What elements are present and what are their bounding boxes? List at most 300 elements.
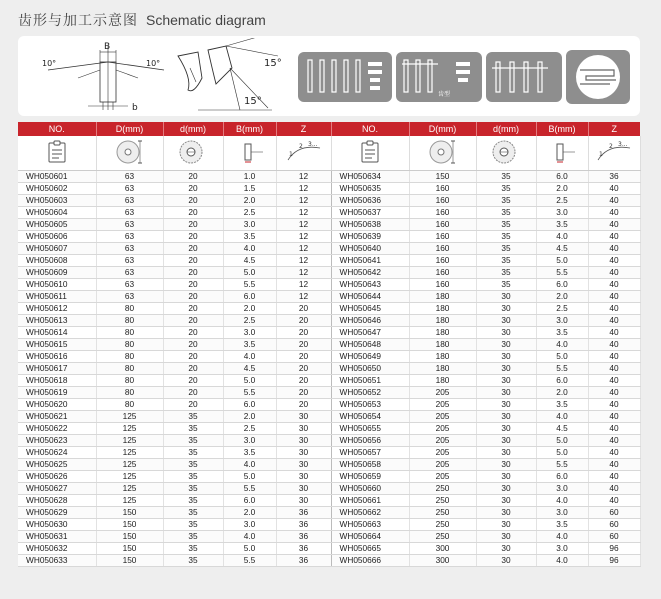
cell-product-no: WH050658 bbox=[331, 458, 409, 470]
rake-angle-upper: 15° bbox=[264, 58, 282, 69]
cell-bore-diameter: 30 bbox=[476, 506, 536, 518]
cell-bore-diameter: 20 bbox=[163, 206, 223, 218]
cell-thickness: 4.0 bbox=[223, 350, 276, 362]
cell-outer-diameter: 150 bbox=[96, 518, 163, 530]
cell-bore-diameter: 35 bbox=[163, 470, 223, 482]
cell-outer-diameter: 80 bbox=[96, 398, 163, 410]
cell-teeth: 12 bbox=[276, 170, 331, 182]
cell-thickness: 5.5 bbox=[223, 278, 276, 290]
cell-teeth: 36 bbox=[588, 170, 640, 182]
cell-outer-diameter: 205 bbox=[409, 458, 476, 470]
cell-product-no: WH050601 bbox=[18, 170, 96, 182]
table-row bbox=[18, 302, 640, 314]
table-row bbox=[18, 542, 640, 554]
cell-teeth: 30 bbox=[276, 434, 331, 446]
cell-thickness: 4.0 bbox=[536, 554, 588, 566]
cell-product-no: WH050652 bbox=[331, 386, 409, 398]
cell-bore-diameter: 20 bbox=[163, 314, 223, 326]
cell-teeth: 20 bbox=[276, 374, 331, 386]
cell-outer-diameter: 63 bbox=[96, 254, 163, 266]
cell-teeth: 40 bbox=[588, 290, 640, 302]
col-header-thickness: B(mm) bbox=[223, 122, 276, 136]
col-header-outer-diameter: D(mm) bbox=[409, 122, 476, 136]
cell-bore-diameter: 35 bbox=[163, 446, 223, 458]
cell-bore-diameter: 20 bbox=[163, 278, 223, 290]
spec-table bbox=[18, 122, 641, 567]
cell-thickness: 2.5 bbox=[223, 206, 276, 218]
cell-product-no: WH050602 bbox=[18, 182, 96, 194]
cell-teeth: 40 bbox=[588, 266, 640, 278]
cell-teeth: 60 bbox=[588, 530, 640, 542]
cell-thickness: 5.5 bbox=[536, 266, 588, 278]
cell-thickness: 5.0 bbox=[223, 374, 276, 386]
cell-thickness: 5.5 bbox=[536, 362, 588, 374]
cell-teeth: 30 bbox=[276, 422, 331, 434]
cell-thickness: 5.5 bbox=[536, 458, 588, 470]
cell-thickness: 4.0 bbox=[536, 530, 588, 542]
document-icon bbox=[18, 136, 96, 170]
table-row bbox=[18, 398, 640, 410]
cell-bore-diameter: 20 bbox=[163, 266, 223, 278]
cell-bore-diameter: 20 bbox=[163, 398, 223, 410]
cell-teeth: 36 bbox=[276, 554, 331, 566]
cell-outer-diameter: 180 bbox=[409, 326, 476, 338]
cell-bore-diameter: 20 bbox=[163, 170, 223, 182]
cell-thickness: 2.0 bbox=[536, 386, 588, 398]
cell-product-no: WH050657 bbox=[331, 446, 409, 458]
cell-teeth: 40 bbox=[588, 482, 640, 494]
cell-thickness: 5.5 bbox=[223, 386, 276, 398]
cell-bore-diameter: 30 bbox=[476, 554, 536, 566]
cell-product-no: WH050611 bbox=[18, 290, 96, 302]
cell-outer-diameter: 63 bbox=[96, 170, 163, 182]
cell-thickness: 3.5 bbox=[223, 338, 276, 350]
cell-outer-diameter: 63 bbox=[96, 206, 163, 218]
cell-teeth: 30 bbox=[276, 458, 331, 470]
cell-thickness: 4.0 bbox=[536, 230, 588, 242]
cell-bore-diameter: 35 bbox=[476, 266, 536, 278]
cell-thickness: 1.0 bbox=[223, 170, 276, 182]
cell-teeth: 40 bbox=[588, 338, 640, 350]
cell-bore-diameter: 30 bbox=[476, 362, 536, 374]
cell-teeth: 40 bbox=[588, 446, 640, 458]
table-row bbox=[18, 218, 640, 230]
cell-bore-diameter: 30 bbox=[476, 386, 536, 398]
cell-teeth: 40 bbox=[588, 230, 640, 242]
cell-thickness: 4.0 bbox=[536, 410, 588, 422]
cell-outer-diameter: 205 bbox=[409, 470, 476, 482]
cell-product-no: WH050614 bbox=[18, 326, 96, 338]
cell-thickness: 3.0 bbox=[223, 326, 276, 338]
cell-teeth: 12 bbox=[276, 194, 331, 206]
col-header-bore-diameter: d(mm) bbox=[476, 122, 536, 136]
cell-thickness: 6.0 bbox=[536, 374, 588, 386]
table-row bbox=[18, 182, 640, 194]
cell-bore-diameter: 30 bbox=[476, 542, 536, 554]
cell-bore-diameter: 20 bbox=[163, 338, 223, 350]
cell-product-no: WH050661 bbox=[331, 494, 409, 506]
cell-thickness: 2.5 bbox=[536, 194, 588, 206]
cell-teeth: 20 bbox=[276, 326, 331, 338]
cell-bore-diameter: 30 bbox=[476, 434, 536, 446]
cell-outer-diameter: 80 bbox=[96, 314, 163, 326]
cell-teeth: 12 bbox=[276, 290, 331, 302]
cell-teeth: 12 bbox=[276, 218, 331, 230]
cell-thickness: 3.5 bbox=[223, 230, 276, 242]
angle-label-left: 10° bbox=[42, 59, 57, 68]
table-row bbox=[18, 254, 640, 266]
cell-product-no: WH050609 bbox=[18, 266, 96, 278]
cell-bore-diameter: 30 bbox=[476, 494, 536, 506]
tooth-count-icon bbox=[276, 136, 331, 170]
cell-thickness: 3.0 bbox=[223, 518, 276, 530]
cell-teeth: 30 bbox=[276, 482, 331, 494]
cell-bore-diameter: 20 bbox=[163, 254, 223, 266]
cell-thickness: 5.0 bbox=[536, 434, 588, 446]
cell-outer-diameter: 160 bbox=[409, 266, 476, 278]
cell-product-no: WH050638 bbox=[331, 218, 409, 230]
cell-product-no: WH050630 bbox=[18, 518, 96, 530]
cell-teeth: 30 bbox=[276, 410, 331, 422]
blade-outer-icon bbox=[96, 136, 163, 170]
cell-outer-diameter: 160 bbox=[409, 242, 476, 254]
cell-outer-diameter: 180 bbox=[409, 350, 476, 362]
cross-section-diagram bbox=[566, 50, 630, 104]
cell-teeth: 20 bbox=[276, 338, 331, 350]
table-row bbox=[18, 386, 640, 398]
cell-product-no: WH050637 bbox=[331, 206, 409, 218]
cell-thickness: 3.5 bbox=[536, 326, 588, 338]
cell-thickness: 3.0 bbox=[536, 206, 588, 218]
cell-outer-diameter: 160 bbox=[409, 206, 476, 218]
table-row bbox=[18, 434, 640, 446]
tooth-type-diagram bbox=[396, 52, 482, 102]
cell-outer-diameter: 205 bbox=[409, 446, 476, 458]
z-icon-digit: 1 bbox=[599, 150, 603, 158]
cell-bore-diameter: 30 bbox=[476, 290, 536, 302]
cell-outer-diameter: 180 bbox=[409, 338, 476, 350]
cell-product-no: WH050629 bbox=[18, 506, 96, 518]
table-row bbox=[18, 326, 640, 338]
cell-outer-diameter: 180 bbox=[409, 302, 476, 314]
cell-teeth: 12 bbox=[276, 182, 331, 194]
cell-outer-diameter: 63 bbox=[96, 278, 163, 290]
cell-teeth: 12 bbox=[276, 206, 331, 218]
cell-outer-diameter: 205 bbox=[409, 398, 476, 410]
cell-teeth: 40 bbox=[588, 362, 640, 374]
cell-outer-diameter: 63 bbox=[96, 218, 163, 230]
table-row bbox=[18, 530, 640, 542]
cell-outer-diameter: 125 bbox=[96, 434, 163, 446]
cell-teeth: 40 bbox=[588, 242, 640, 254]
cell-teeth: 40 bbox=[588, 218, 640, 230]
cell-thickness: 6.0 bbox=[223, 494, 276, 506]
cell-outer-diameter: 125 bbox=[96, 458, 163, 470]
cell-product-no: WH050651 bbox=[331, 374, 409, 386]
cell-outer-diameter: 160 bbox=[409, 218, 476, 230]
cell-outer-diameter: 300 bbox=[409, 554, 476, 566]
cell-thickness: 5.5 bbox=[223, 554, 276, 566]
table-row bbox=[18, 410, 640, 422]
z-icon-digit: 3... bbox=[307, 140, 318, 148]
cell-bore-diameter: 30 bbox=[476, 350, 536, 362]
cell-outer-diameter: 125 bbox=[96, 422, 163, 434]
cell-product-no: WH050628 bbox=[18, 494, 96, 506]
cell-thickness: 2.0 bbox=[223, 506, 276, 518]
cell-teeth: 20 bbox=[276, 398, 331, 410]
document-icon bbox=[331, 136, 409, 170]
cell-thickness: 4.0 bbox=[536, 338, 588, 350]
cell-product-no: WH050650 bbox=[331, 362, 409, 374]
cell-product-no: WH050621 bbox=[18, 410, 96, 422]
col-header-bore-diameter: d(mm) bbox=[163, 122, 223, 136]
cell-product-no: WH050642 bbox=[331, 266, 409, 278]
cell-outer-diameter: 205 bbox=[409, 386, 476, 398]
cell-teeth: 40 bbox=[588, 194, 640, 206]
angle-label-right: 10° bbox=[146, 59, 161, 68]
cell-thickness: 3.0 bbox=[223, 218, 276, 230]
cell-bore-diameter: 35 bbox=[163, 422, 223, 434]
cell-bore-diameter: 30 bbox=[476, 518, 536, 530]
cell-product-no: WH050660 bbox=[331, 482, 409, 494]
cell-product-no: WH050656 bbox=[331, 434, 409, 446]
cell-teeth: 40 bbox=[588, 182, 640, 194]
cell-product-no: WH050644 bbox=[331, 290, 409, 302]
table-row bbox=[18, 482, 640, 494]
table-row bbox=[18, 374, 640, 386]
table-row bbox=[18, 314, 640, 326]
cell-outer-diameter: 125 bbox=[96, 494, 163, 506]
blade-bore-icon bbox=[163, 136, 223, 170]
cell-bore-diameter: 35 bbox=[163, 482, 223, 494]
cell-product-no: WH050615 bbox=[18, 338, 96, 350]
cell-thickness: 4.0 bbox=[223, 530, 276, 542]
cell-bore-diameter: 20 bbox=[163, 350, 223, 362]
cell-outer-diameter: 160 bbox=[409, 182, 476, 194]
cell-thickness: 2.0 bbox=[223, 194, 276, 206]
rake-angle-lower: 15° bbox=[244, 96, 262, 107]
cell-outer-diameter: 63 bbox=[96, 290, 163, 302]
cell-thickness: 4.5 bbox=[223, 254, 276, 266]
cell-thickness: 6.0 bbox=[536, 278, 588, 290]
cell-bore-diameter: 35 bbox=[476, 182, 536, 194]
cell-product-no: WH050645 bbox=[331, 302, 409, 314]
cell-teeth: 40 bbox=[588, 302, 640, 314]
cell-product-no: WH050646 bbox=[331, 314, 409, 326]
cell-thickness: 6.0 bbox=[223, 398, 276, 410]
cell-thickness: 2.0 bbox=[223, 410, 276, 422]
cell-bore-diameter: 35 bbox=[476, 278, 536, 290]
cell-thickness: 2.0 bbox=[536, 290, 588, 302]
z-icon-digit: 3... bbox=[618, 140, 628, 148]
cell-outer-diameter: 250 bbox=[409, 494, 476, 506]
heading-chinese: 齿形与加工示意图 bbox=[18, 13, 138, 29]
cell-product-no: WH050663 bbox=[331, 518, 409, 530]
cell-thickness: 3.0 bbox=[536, 506, 588, 518]
cell-bore-diameter: 30 bbox=[476, 482, 536, 494]
cell-thickness: 3.5 bbox=[536, 398, 588, 410]
cell-outer-diameter: 250 bbox=[409, 482, 476, 494]
cell-bore-diameter: 35 bbox=[476, 230, 536, 242]
cell-thickness: 3.0 bbox=[536, 482, 588, 494]
cell-teeth: 20 bbox=[276, 302, 331, 314]
cell-product-no: WH050639 bbox=[331, 230, 409, 242]
cell-bore-diameter: 30 bbox=[476, 302, 536, 314]
col-header-no: NO. bbox=[331, 122, 409, 136]
table-row bbox=[18, 230, 640, 242]
cell-outer-diameter: 205 bbox=[409, 410, 476, 422]
tooth-forms-diagram bbox=[298, 52, 392, 102]
cell-bore-diameter: 30 bbox=[476, 374, 536, 386]
cell-thickness: 4.0 bbox=[536, 494, 588, 506]
cell-outer-diameter: 150 bbox=[96, 554, 163, 566]
cell-product-no: WH050605 bbox=[18, 218, 96, 230]
cell-outer-diameter: 80 bbox=[96, 386, 163, 398]
cell-teeth: 40 bbox=[588, 350, 640, 362]
cell-thickness: 1.5 bbox=[223, 182, 276, 194]
cell-bore-diameter: 35 bbox=[163, 554, 223, 566]
cell-teeth: 40 bbox=[588, 422, 640, 434]
cell-product-no: WH050625 bbox=[18, 458, 96, 470]
cell-product-no: WH050606 bbox=[18, 230, 96, 242]
cell-thickness: 2.5 bbox=[223, 422, 276, 434]
cell-bore-diameter: 30 bbox=[476, 326, 536, 338]
cell-product-no: WH050623 bbox=[18, 434, 96, 446]
cell-product-no: WH050641 bbox=[331, 254, 409, 266]
table-row bbox=[18, 494, 640, 506]
cell-teeth: 40 bbox=[588, 410, 640, 422]
cell-thickness: 5.0 bbox=[223, 542, 276, 554]
cell-outer-diameter: 63 bbox=[96, 242, 163, 254]
cell-teeth: 30 bbox=[276, 494, 331, 506]
cell-outer-diameter: 125 bbox=[96, 470, 163, 482]
table-row bbox=[18, 506, 640, 518]
cell-product-no: WH050653 bbox=[331, 398, 409, 410]
cell-bore-diameter: 35 bbox=[476, 254, 536, 266]
cell-outer-diameter: 150 bbox=[96, 530, 163, 542]
cell-bore-diameter: 20 bbox=[163, 242, 223, 254]
cell-thickness: 6.0 bbox=[223, 290, 276, 302]
z-icon-digit: 1 bbox=[288, 150, 293, 158]
thickness-label-upper: B bbox=[104, 42, 111, 52]
col-header-teeth: Z bbox=[588, 122, 640, 136]
cell-teeth: 40 bbox=[588, 494, 640, 506]
cell-outer-diameter: 63 bbox=[96, 266, 163, 278]
cell-teeth: 20 bbox=[276, 386, 331, 398]
cell-outer-diameter: 250 bbox=[409, 518, 476, 530]
table-row bbox=[18, 206, 640, 218]
cell-thickness: 4.5 bbox=[223, 362, 276, 374]
cell-bore-diameter: 30 bbox=[476, 446, 536, 458]
cell-teeth: 40 bbox=[588, 470, 640, 482]
cell-product-no: WH050616 bbox=[18, 350, 96, 362]
table-row bbox=[18, 170, 640, 182]
cell-product-no: WH050612 bbox=[18, 302, 96, 314]
cell-outer-diameter: 80 bbox=[96, 350, 163, 362]
cell-outer-diameter: 80 bbox=[96, 326, 163, 338]
thickness-icon bbox=[536, 136, 588, 170]
cell-thickness: 2.0 bbox=[223, 302, 276, 314]
cell-thickness: 6.0 bbox=[536, 470, 588, 482]
cell-bore-diameter: 35 bbox=[163, 506, 223, 518]
cell-product-no: WH050619 bbox=[18, 386, 96, 398]
cell-bore-diameter: 20 bbox=[163, 230, 223, 242]
cell-bore-diameter: 35 bbox=[476, 194, 536, 206]
table-row bbox=[18, 290, 640, 302]
cell-product-no: WH050655 bbox=[331, 422, 409, 434]
table-row bbox=[18, 242, 640, 254]
cell-teeth: 12 bbox=[276, 278, 331, 290]
table-row bbox=[18, 362, 640, 374]
cell-outer-diameter: 80 bbox=[96, 338, 163, 350]
cell-outer-diameter: 125 bbox=[96, 410, 163, 422]
icon-row bbox=[18, 136, 640, 170]
tooth-profile-diagram bbox=[38, 40, 168, 114]
cell-bore-diameter: 20 bbox=[163, 194, 223, 206]
cell-product-no: WH050610 bbox=[18, 278, 96, 290]
cell-bore-diameter: 30 bbox=[476, 458, 536, 470]
cell-product-no: WH050654 bbox=[331, 410, 409, 422]
col-header-no: NO. bbox=[18, 122, 96, 136]
cell-product-no: WH050626 bbox=[18, 470, 96, 482]
cell-product-no: WH050649 bbox=[331, 350, 409, 362]
cell-thickness: 5.0 bbox=[223, 470, 276, 482]
cell-product-no: WH050607 bbox=[18, 242, 96, 254]
table-row bbox=[18, 458, 640, 470]
cell-outer-diameter: 80 bbox=[96, 302, 163, 314]
cell-bore-diameter: 35 bbox=[476, 170, 536, 182]
cell-teeth: 40 bbox=[588, 278, 640, 290]
cell-outer-diameter: 300 bbox=[409, 542, 476, 554]
cell-outer-diameter: 150 bbox=[409, 170, 476, 182]
cell-outer-diameter: 150 bbox=[96, 542, 163, 554]
table-row bbox=[18, 554, 640, 566]
cell-outer-diameter: 63 bbox=[96, 230, 163, 242]
cell-product-no: WH050643 bbox=[331, 278, 409, 290]
cell-teeth: 40 bbox=[588, 254, 640, 266]
cell-bore-diameter: 35 bbox=[163, 410, 223, 422]
table-row bbox=[18, 278, 640, 290]
col-header-teeth: Z bbox=[276, 122, 331, 136]
side-clearance-diagram bbox=[486, 52, 562, 102]
cell-outer-diameter: 180 bbox=[409, 290, 476, 302]
cell-outer-diameter: 63 bbox=[96, 182, 163, 194]
table-row bbox=[18, 194, 640, 206]
cell-product-no: WH050666 bbox=[331, 554, 409, 566]
cell-thickness: 3.0 bbox=[223, 434, 276, 446]
cell-teeth: 12 bbox=[276, 254, 331, 266]
cell-bore-diameter: 35 bbox=[476, 242, 536, 254]
blade-bore-icon bbox=[476, 136, 536, 170]
cell-bore-diameter: 20 bbox=[163, 218, 223, 230]
cell-product-no: WH050613 bbox=[18, 314, 96, 326]
cell-product-no: WH050620 bbox=[18, 398, 96, 410]
cell-teeth: 20 bbox=[276, 314, 331, 326]
z-icon-digit: 2 bbox=[298, 142, 303, 150]
cell-thickness: 5.0 bbox=[536, 254, 588, 266]
cell-teeth: 40 bbox=[588, 314, 640, 326]
cell-outer-diameter: 180 bbox=[409, 314, 476, 326]
cell-teeth: 20 bbox=[276, 350, 331, 362]
cell-thickness: 2.5 bbox=[536, 302, 588, 314]
cell-bore-diameter: 35 bbox=[163, 458, 223, 470]
cell-teeth: 30 bbox=[276, 446, 331, 458]
table-row bbox=[18, 518, 640, 530]
cell-product-no: WH050640 bbox=[331, 242, 409, 254]
cell-teeth: 60 bbox=[588, 518, 640, 530]
cell-teeth: 40 bbox=[588, 206, 640, 218]
cell-product-no: WH050631 bbox=[18, 530, 96, 542]
